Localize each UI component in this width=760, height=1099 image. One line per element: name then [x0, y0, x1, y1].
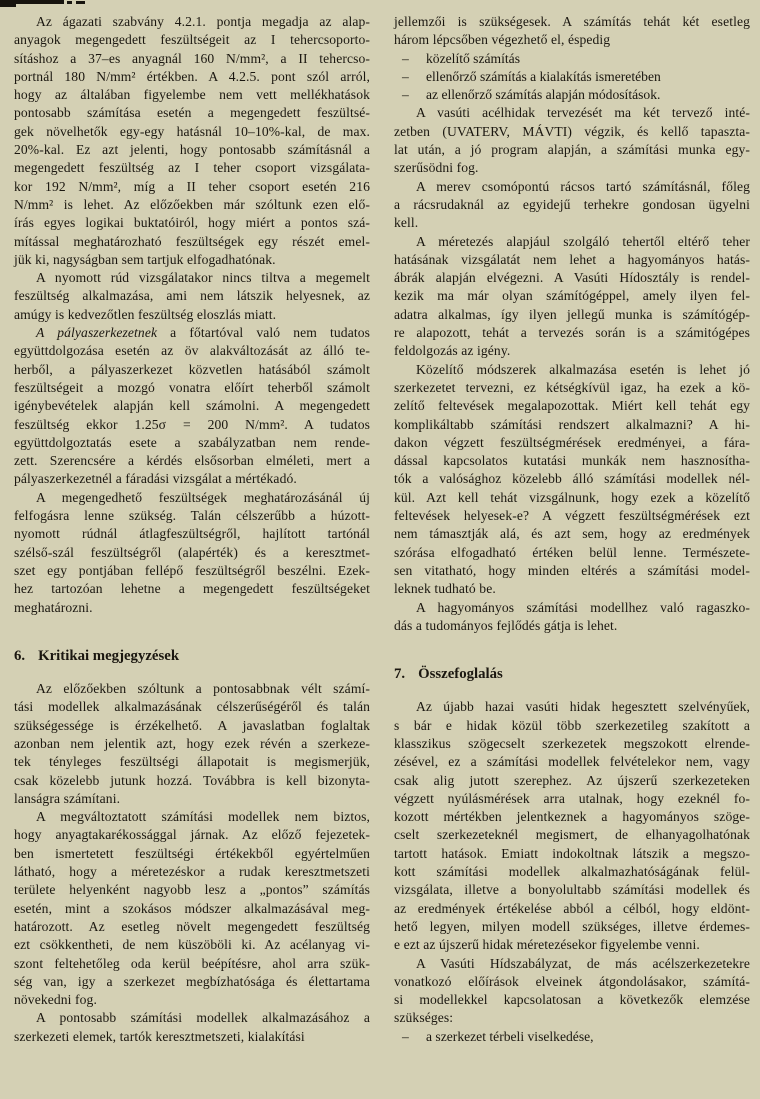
text-line: zelítő feltevések megalapozottak. Miért kell tehát egy	[394, 398, 750, 414]
text-line: A megváltoztatott számítási modellek nem biztos,	[36, 809, 370, 825]
text-line: lanságra számítani.	[14, 790, 121, 806]
text-line: látható, hogy a méretezéskor a rudak keresztmetszeti	[14, 864, 370, 880]
text-line: zetben (UVATERV, MÁVTI) végzik, és kellő tapaszta-	[394, 123, 750, 139]
section-number: 7.	[394, 666, 406, 683]
text-line: klasszikus szögecselt szerkezetek megszokott elrende-	[394, 735, 750, 751]
text-line: három lépcsőben végezhető el, éspedig	[394, 32, 611, 48]
text-line: feldolgozás az igény.	[394, 343, 511, 359]
text-line: szórása elfogadható értéken belül lenne. Természete-	[394, 544, 750, 560]
paragraph	[394, 13, 750, 50]
paragraph	[394, 233, 750, 361]
text-line: tási modellek alkalmazásának célszerűségéről és talán	[14, 699, 370, 715]
text-line: zett. Szerencsére a kérdés elsősorban elméleti, mert a	[14, 453, 370, 469]
text-line: ábrák alapján elvégezni. A Vasúti Hídosztály is rendel-	[394, 270, 750, 286]
paragraph	[394, 955, 750, 1028]
text-line: A nyomott rúd vizsgálatakor nincs tiltva a megemelt	[36, 270, 370, 286]
text-line: A méretezés alapjául szolgáló tehertől eltérő teher	[416, 233, 750, 249]
text-line: kezik ma már olyan számítógéppel, amely ilyen fel-	[394, 288, 750, 304]
scan-artifact	[0, 0, 16, 7]
section-title: Összefoglalás	[418, 666, 503, 683]
text-line: Az ágazati szabvány 4.2.1. pontja megadja az alap-	[36, 14, 370, 29]
paragraph	[14, 1009, 370, 1046]
text-line: jellemzői is szükségesek. A számítás tehát két esetleg	[394, 14, 750, 29]
right-column	[394, 13, 750, 1046]
text-line: felfogásra lenne szükség. Talán célszerűbb a húzott-	[14, 508, 370, 524]
text-line: kott számítási modellek alkalmazhatóságának felül-	[394, 864, 750, 880]
text-line: zésével, ez a számítási modellek felvételekor nem, vagy	[394, 754, 750, 770]
section-heading	[394, 665, 750, 683]
text-line: vonatkozó előírások elveinek átgondolásakor, számítá-	[394, 973, 750, 989]
text-line: Az előzőekben szóltunk a pontosabbnak vélt számí-	[36, 681, 370, 697]
text-line: csak közelebb jutunk hozzá. Továbbra is kell bizonyta-	[14, 772, 370, 788]
text-line: gek növelhetők egy-egy hatásnál 10–10%-kal, de max.	[14, 123, 370, 139]
text-line: az eredmények értékelése abból a célból, hogy eldönt-	[394, 900, 750, 916]
paragraph	[394, 599, 750, 636]
text-line: A megengedhető feszültségek meghatározásánál új	[36, 489, 370, 505]
text-line: feltevések helyesek-e? A végzett feszültségmérések ezt	[394, 508, 750, 524]
text-line: pályaszerkezetnél a fáradási vizsgálat a mértékadó.	[14, 471, 297, 487]
text-line: dással kapcsolatos kutatási munkák nem hasznosítha-	[394, 453, 750, 469]
text-line: 20%-kal. Ez azt jelenti, hogy pontosabb számításnál a	[14, 142, 370, 158]
text-line: hez tartozóan lehetne a megengedett feszültségeket	[14, 581, 370, 597]
text-line: kozott mértékben jelentkeznek a hagyományos szöge-	[394, 809, 750, 825]
text-line: megengedett feszültség az I teher csoport vizsgálata-	[14, 160, 370, 176]
text-line: sen vitatható, hogy minden eltérés a számítási model-	[394, 562, 750, 578]
text-line: amúgy is kedvezőtlen feszültség eloszlás miatt.	[14, 306, 277, 322]
text-line: s bár e hidak közül több szerkezetileg szakított a	[394, 717, 750, 733]
text-line: adatra alkalmas, így ilyen jellegű munka is számítógép-	[394, 306, 750, 322]
list-item-text: a szerkezet térbeli viselkedése,	[426, 1028, 594, 1044]
section-title: Kritikai megjegyzések	[38, 647, 180, 664]
text-line: szükségessége is érzékelhető. A javaslatban foglaltak	[14, 717, 370, 733]
paragraph	[394, 698, 750, 954]
text-line: A pontosabb számítási modellek alkalmazásához a	[36, 1010, 370, 1026]
dash-bullet: –	[402, 1028, 409, 1044]
text-line: leknek tudható be.	[394, 581, 496, 597]
text-line: azonban nem jelentik azt, hogy ezek révén a szerkeze-	[14, 735, 370, 751]
text-line: sításhoz a 37–es anyagnál 160 N/mm², a II tehercso-	[14, 50, 370, 66]
text-line: tók a valósághoz közelebb álló számítási modellek nél-	[394, 471, 750, 487]
text-line: szet egy pontjában fellépő feszültségről beszélni. Ezek-	[14, 562, 370, 578]
text-line: kell.	[394, 215, 419, 231]
text-line: A pályaszerkezetnek a főtartóval való nem tudatos	[36, 325, 370, 341]
text-line: re alapozott, tehát a tervezés során is a számitógépes	[394, 325, 750, 341]
text-line: szerkezetet tervezni, ez kétségkívül igaz, ha ezek a kö-	[394, 379, 750, 395]
text-line: ség van, igy a szerkezet megbízhatósága és élettartama	[14, 973, 370, 989]
dash-bullet: –	[402, 87, 409, 103]
text-line: szont feltehetőleg oda kerül beépítésre, ahol arra szük-	[14, 955, 370, 971]
list-item-text: közelítő számítás	[426, 50, 520, 66]
text-line: szerkezeti elemek, tartók keresztmetszeti, kialakítási	[14, 1028, 305, 1044]
text-line: Közelítő módszerek alkalmazása esetén is lehet jó	[416, 361, 750, 377]
paragraph	[394, 361, 750, 599]
text-line: kül. Azt kell tehát vizsgálnunk, hogy ezek a közelítő	[394, 489, 750, 505]
left-column	[14, 13, 370, 1046]
text-line: kor 192 N/mm², míg a II teher csoport esetén 216	[14, 178, 370, 194]
text-line: cselt szerkezeteknél megismert, de elhanyagolhatónak	[394, 827, 750, 843]
section-number: 6.	[14, 647, 26, 664]
text-line: végzett nyúlásmérések arra utalnak, hogy ezeknél fo-	[394, 790, 750, 806]
paragraph	[14, 13, 370, 269]
list-item	[394, 68, 750, 86]
list-item	[394, 86, 750, 104]
text-line: tartott hatások. Emiatt indokoltnak látszik a megszo-	[394, 845, 750, 861]
text-line: növekedni fog.	[14, 992, 97, 1008]
list-item	[394, 50, 750, 68]
list-item-text: az ellenőrző számítás alapján módosítások.	[426, 87, 661, 103]
text-line: határozott. Az esetleg növelt megengedett feszültség	[14, 918, 370, 934]
text-line: A Vasúti Hídszabályzat, de más acélszerkezetekre	[416, 955, 750, 971]
paragraph	[14, 489, 370, 617]
dash-bullet: –	[402, 68, 409, 84]
text-line: A hagyományos számítási modellhez való ragaszko-	[416, 599, 750, 615]
list-item-text: ellenőrző számítás a kialakítás ismeretében	[426, 68, 661, 84]
text-line: Az újabb hazai vasúti hidak hegesztett szelvényűek,	[416, 699, 750, 715]
section-heading	[14, 647, 370, 665]
text-line: szélső-szál feszültségről (alapérték) és a keresztmet-	[14, 544, 370, 560]
text-line: hető legyen, milyen modell szükséges, illetve érdemes-	[394, 918, 750, 934]
text-line: szükséges:	[394, 1010, 454, 1026]
text-line: A vasúti acélhidak tervezését ma két tervező inté-	[416, 105, 750, 121]
text-line: A merev csomópontú rácsos tartó számításnál, főleg	[416, 178, 750, 194]
paragraph	[14, 324, 370, 489]
text-line: pontosabb számítása esetén a megengedett feszültsé-	[14, 105, 370, 121]
text-line: nem támasztják alá, és azt sem, hogy az eredmények	[394, 526, 750, 542]
text-line: együttdolgozása esetén az öv alakváltozását az álló te-	[14, 343, 370, 359]
text-line: igénybevételek alapján kell számolni. A megengedett	[14, 398, 370, 414]
paragraph	[14, 808, 370, 1009]
two-column-text-area	[14, 13, 750, 1046]
text-line: esetén, mint a szokásos módszer alkalmazásával meg-	[14, 900, 370, 916]
text-line: együttdolgoztatás esete a szabályzatban nem rende-	[14, 434, 370, 450]
text-line: hogy az általában figyelembe nem vett mellékhatások	[14, 87, 370, 103]
text-line: herből, a pályaszerkezet közvetlen hatásából számolt	[14, 361, 370, 377]
text-line: írás egyes logikai buktatóiról, hogy miért a pontos szá-	[14, 215, 370, 231]
text-line: ezt csökkentheti, de nem küszöböli ki. Az acélanyag vi-	[14, 937, 370, 953]
text-line: tek tényleges feszültségi állapotait is megismerjük,	[14, 754, 370, 770]
paragraph	[394, 104, 750, 177]
text-line: feszültség ekkor 1.25σ = 200 N/mm². A tudatos	[14, 416, 370, 432]
paragraph	[14, 269, 370, 324]
text-line: területe helyenként nagyobb lesz a „pontos” számítás	[14, 882, 370, 898]
text-line: hogy anyagtakarékossággal járnak. Az előző fejezetek-	[14, 827, 370, 843]
text-line: komplikáltabb számítási rendszert alkalmazni? A hi-	[394, 416, 750, 432]
text-line: e ezt az újszerű hidak méretezésekor figyelembe venni.	[394, 937, 700, 953]
italic-text: A pályaszerkezetnek	[36, 325, 158, 341]
text-line: si modellekkel kapcsolatosan a következők elemzése	[394, 992, 750, 1008]
text-line: dakon végzett feszültségmérések eredményei, a fára-	[394, 434, 750, 450]
paragraph	[14, 680, 370, 808]
text-line: lat után, a jó program alapján, a számítási munka egy-	[394, 142, 750, 158]
text-line: mítással meghatározható feszültségek egy részét emel-	[14, 233, 370, 249]
dash-bullet: –	[402, 50, 409, 66]
text-line: meghatározni.	[14, 599, 93, 615]
scan-artifact	[76, 1, 85, 4]
text-line: feszültségeit a mozgó vonatra előírt teherből számolt	[14, 379, 370, 395]
scan-artifact	[67, 1, 72, 4]
text-line: dás a tudományos fejlődés gátja is lehet.	[394, 617, 618, 633]
text-line: szerűsödni fog.	[394, 160, 479, 176]
text-line: anyagok megengedett feszültségeit az I tehercsoporto-	[14, 32, 370, 48]
text-line: vizsgálata, illetve a bonyolultabb számítási modellek és	[394, 882, 750, 898]
text-line: portnál 180 N/mm² értékben. A 4.2.5. pont szól arról,	[14, 68, 370, 84]
text-line: feszültség alkalmazása, ami nem látszik helyesnek, az	[14, 288, 370, 304]
list-item	[394, 1028, 750, 1046]
text-line: hatásának vizsgálatát nem lehet a hagyományos hatás-	[394, 251, 750, 267]
paragraph	[394, 178, 750, 233]
text-line: a rácsrudaknál az egyidejű terhekre gondosan ügyelni	[394, 196, 750, 212]
text-line: nyomott rúdnál átlagfeszültségről, hajlított tartónál	[14, 526, 370, 542]
text-line: N/mm² is lehet. Az előzőekben már szóltunk ezen elő-	[14, 196, 370, 212]
text-line: csak alig jutott szerephez. Az újszerű szerkezeteken	[394, 772, 750, 788]
text-line: jük ki, nagyságban sem tartjuk elfogadhatónak.	[14, 251, 276, 267]
text-line: ben ismertetett feszültségi értékekből egyértelműen	[14, 845, 370, 861]
